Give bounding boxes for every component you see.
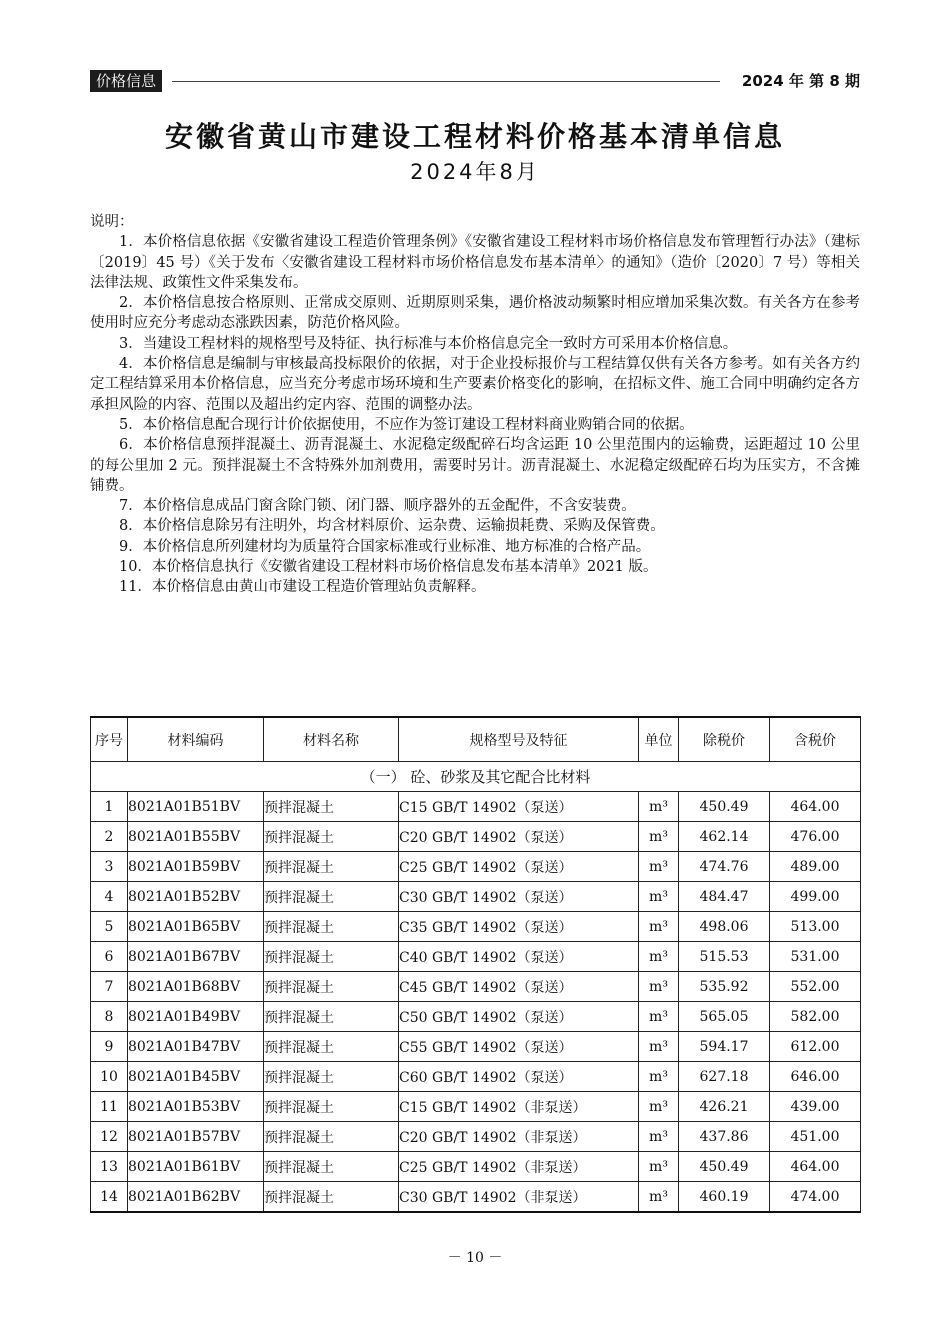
cell-spec: C25 GB/T 14902（泵送） <box>399 852 639 882</box>
cell-index: 5 <box>91 912 128 942</box>
cell-code: 8021A01B61BV <box>128 1152 264 1182</box>
cell-price-incl-tax: 464.00 <box>770 1152 861 1182</box>
note-item: 2．本价格信息按合格原则、正常成交原则、近期原则采集，遇价格波动频繁时相应增加采集次数。有关各方在参考使用时应充分考虑动态涨跌因素，防范价格风险。 <box>90 295 860 332</box>
cell-unit: m³ <box>639 1152 679 1182</box>
cell-price-incl-tax: 489.00 <box>770 852 861 882</box>
cell-name: 预拌混凝土 <box>264 1062 399 1092</box>
document-subtitle: 2024年8月 <box>410 160 540 184</box>
cell-code: 8021A01B53BV <box>128 1092 264 1122</box>
header-price-incl-tax: 含税价 <box>770 717 861 762</box>
cell-code: 8021A01B51BV <box>128 792 264 822</box>
table-row <box>91 882 861 912</box>
cell-price-excl-tax: 437.86 <box>679 1122 770 1152</box>
cell-unit: m³ <box>639 1002 679 1032</box>
cell-name: 预拌混凝土 <box>264 852 399 882</box>
header-rule <box>172 81 720 82</box>
cell-price-excl-tax: 498.06 <box>679 912 770 942</box>
cell-price-incl-tax: 531.00 <box>770 942 861 972</box>
cell-price-excl-tax: 627.18 <box>679 1062 770 1092</box>
note-item: 10．本价格信息执行《安徽省建设工程材料市场价格信息发布基本清单》2021 版。 <box>119 559 658 576</box>
cell-code: 8021A01B62BV <box>128 1182 264 1213</box>
cell-unit: m³ <box>639 792 679 822</box>
section-row <box>91 762 861 792</box>
cell-unit: m³ <box>639 972 679 1002</box>
cell-spec: C20 GB/T 14902（非泵送） <box>399 1122 639 1152</box>
table-row <box>91 792 861 822</box>
table-row <box>91 1092 861 1122</box>
cell-spec: C35 GB/T 14902（泵送） <box>399 912 639 942</box>
cell-unit: m³ <box>639 822 679 852</box>
cell-spec: C40 GB/T 14902（泵送） <box>399 942 639 972</box>
header-code: 材料编码 <box>128 717 264 762</box>
cell-code: 8021A01B57BV <box>128 1122 264 1152</box>
cell-name: 预拌混凝土 <box>264 1152 399 1182</box>
table-row <box>91 1002 861 1032</box>
note-item: 9．本价格信息所列建材均为质量符合国家标准或行业标准、地方标准的合格产品。 <box>119 538 651 555</box>
cell-name: 预拌混凝土 <box>264 1002 399 1032</box>
price-table <box>90 716 861 1213</box>
cell-name: 预拌混凝土 <box>264 822 399 852</box>
cell-code: 8021A01B59BV <box>128 852 264 882</box>
cell-name: 预拌混凝土 <box>264 912 399 942</box>
section-tag: 价格信息 <box>90 70 162 92</box>
cell-index: 4 <box>91 882 128 912</box>
cell-unit: m³ <box>639 942 679 972</box>
cell-name: 预拌混凝土 <box>264 882 399 912</box>
notes-lead: 说明： <box>90 214 134 230</box>
table-row <box>91 852 861 882</box>
cell-code: 8021A01B67BV <box>128 942 264 972</box>
cell-price-incl-tax: 552.00 <box>770 972 861 1002</box>
cell-spec: C60 GB/T 14902（泵送） <box>399 1062 639 1092</box>
table-row <box>91 1062 861 1092</box>
cell-price-excl-tax: 450.49 <box>679 1152 770 1182</box>
cell-price-excl-tax: 426.21 <box>679 1092 770 1122</box>
note-item: 11．本价格信息由黄山市建设工程造价管理站负责解释。 <box>119 579 486 596</box>
cell-index: 8 <box>91 1002 128 1032</box>
cell-name: 预拌混凝土 <box>264 1032 399 1062</box>
cell-unit: m³ <box>639 1092 679 1122</box>
note-item: 1．本价格信息依据《安徽省建设工程造价管理条例》《安徽省建设工程材料市场价格信息发布管理暂行办法》（建标〔2019〕45 号）《关于发布〈安徽省建设工程材料市场价格信息发布基本清单〉的通知》（造价〔2020〕7 号）等相关法律法规、政策性文件采集发布。 <box>90 234 860 291</box>
cell-index: 7 <box>91 972 128 1002</box>
cell-price-excl-tax: 462.14 <box>679 822 770 852</box>
header-spec: 规格型号及特征 <box>399 717 639 762</box>
cell-unit: m³ <box>639 882 679 912</box>
cell-price-incl-tax: 646.00 <box>770 1062 861 1092</box>
table-row <box>91 942 861 972</box>
cell-unit: m³ <box>639 912 679 942</box>
note-item: 7．本价格信息成品门窗含除门锁、闭门器、顺序器外的五金配件，不含安装费。 <box>119 498 636 515</box>
note-item: 6．本价格信息预拌混凝土、沥青混凝土、水泥稳定级配碎石均含运距 10 公里范围内的运输费，运距超过 10 公里的每公里加 2 元。预拌混凝土不含特殊外加剂费用，需要时另计。沥青混凝土、水泥稳定级配碎石均为压实方，不含摊铺费。 <box>90 437 860 494</box>
cell-index: 12 <box>91 1122 128 1152</box>
cell-index: 11 <box>91 1092 128 1122</box>
page-header <box>90 70 860 94</box>
table-row <box>91 1182 861 1213</box>
cell-spec: C30 GB/T 14902（泵送） <box>399 882 639 912</box>
note-item: 5．本价格信息配合现行计价依据使用，不应作为签订建设工程材料商业购销合同的依据。 <box>119 416 694 433</box>
table-row <box>91 1032 861 1062</box>
cell-code: 8021A01B65BV <box>128 912 264 942</box>
cell-index: 14 <box>91 1182 128 1213</box>
cell-index: 6 <box>91 942 128 972</box>
cell-price-incl-tax: 513.00 <box>770 912 861 942</box>
page-number: － 10 － <box>447 1250 503 1266</box>
cell-price-excl-tax: 460.19 <box>679 1182 770 1213</box>
cell-unit: m³ <box>639 1062 679 1092</box>
note-item: 8．本价格信息除另有注明外，均含材料原价、运杂费、运输损耗费、采购及保管费。 <box>119 518 665 535</box>
cell-price-incl-tax: 464.00 <box>770 792 861 822</box>
table-row <box>91 972 861 1002</box>
cell-price-incl-tax: 499.00 <box>770 882 861 912</box>
table-row <box>91 822 861 852</box>
cell-spec: C50 GB/T 14902（泵送） <box>399 1002 639 1032</box>
cell-price-excl-tax: 484.47 <box>679 882 770 912</box>
cell-code: 8021A01B45BV <box>128 1062 264 1092</box>
cell-price-excl-tax: 474.76 <box>679 852 770 882</box>
cell-unit: m³ <box>639 852 679 882</box>
cell-price-incl-tax: 612.00 <box>770 1032 861 1062</box>
cell-name: 预拌混凝土 <box>264 942 399 972</box>
cell-price-incl-tax: 476.00 <box>770 822 861 852</box>
table-row <box>91 1152 861 1182</box>
cell-spec: C15 GB/T 14902（泵送） <box>399 792 639 822</box>
cell-price-incl-tax: 439.00 <box>770 1092 861 1122</box>
cell-index: 1 <box>91 792 128 822</box>
header-name: 材料名称 <box>264 717 399 762</box>
cell-price-incl-tax: 582.00 <box>770 1002 861 1032</box>
cell-price-excl-tax: 450.49 <box>679 792 770 822</box>
issue-number: 2024 年 第 8 期 <box>741 72 860 90</box>
cell-code: 8021A01B52BV <box>128 882 264 912</box>
cell-index: 3 <box>91 852 128 882</box>
header-unit: 单位 <box>639 717 679 762</box>
cell-index: 2 <box>91 822 128 852</box>
cell-price-excl-tax: 535.92 <box>679 972 770 1002</box>
cell-index: 9 <box>91 1032 128 1062</box>
table-row <box>91 1122 861 1152</box>
cell-price-excl-tax: 515.53 <box>679 942 770 972</box>
cell-index: 13 <box>91 1152 128 1182</box>
cell-code: 8021A01B49BV <box>128 1002 264 1032</box>
cell-spec: C15 GB/T 14902（非泵送） <box>399 1092 639 1122</box>
document-title: 安徽省黄山市建设工程材料价格基本清单信息 <box>164 120 785 153</box>
cell-unit: m³ <box>639 1182 679 1213</box>
header-index: 序号 <box>91 717 128 762</box>
cell-price-incl-tax: 474.00 <box>770 1182 861 1213</box>
cell-name: 预拌混凝土 <box>264 1182 399 1213</box>
note-item: 4．本价格信息是编制与审核最高投标限价的依据，对于企业投标报价与工程结算仅供有关各方参考。如有关各方约定工程结算采用本价格信息，应当充分考虑市场环境和生产要素价格变化的影响，在招标文件、施工合同中明确约定各方承担风险的内容、范围以及超出约定内容、范围的调整办法。 <box>90 356 860 413</box>
cell-price-excl-tax: 565.05 <box>679 1002 770 1032</box>
cell-name: 预拌混凝土 <box>264 1122 399 1152</box>
cell-price-excl-tax: 594.17 <box>679 1032 770 1062</box>
note-item: 3．当建设工程材料的规格型号及特征、执行标准与本价格信息完全一致时方可采用本价格信息。 <box>119 335 738 352</box>
table-header-row <box>91 717 861 762</box>
cell-code: 8021A01B55BV <box>128 822 264 852</box>
cell-unit: m³ <box>639 1032 679 1062</box>
cell-index: 10 <box>91 1062 128 1092</box>
cell-spec: C20 GB/T 14902（泵送） <box>399 822 639 852</box>
cell-spec: C55 GB/T 14902（泵送） <box>399 1032 639 1062</box>
cell-spec: C45 GB/T 14902（泵送） <box>399 972 639 1002</box>
section-title: （一） 砼、砂浆及其它配合比材料 <box>91 762 861 792</box>
cell-code: 8021A01B68BV <box>128 972 264 1002</box>
cell-unit: m³ <box>639 1122 679 1152</box>
cell-name: 预拌混凝土 <box>264 1092 399 1122</box>
notes-section <box>90 212 860 598</box>
cell-spec: C25 GB/T 14902（非泵送） <box>399 1152 639 1182</box>
cell-name: 预拌混凝土 <box>264 792 399 822</box>
cell-spec: C30 GB/T 14902（非泵送） <box>399 1182 639 1213</box>
header-price-excl-tax: 除税价 <box>679 717 770 762</box>
cell-code: 8021A01B47BV <box>128 1032 264 1062</box>
cell-price-incl-tax: 451.00 <box>770 1122 861 1152</box>
table-row <box>91 912 861 942</box>
cell-name: 预拌混凝土 <box>264 972 399 1002</box>
